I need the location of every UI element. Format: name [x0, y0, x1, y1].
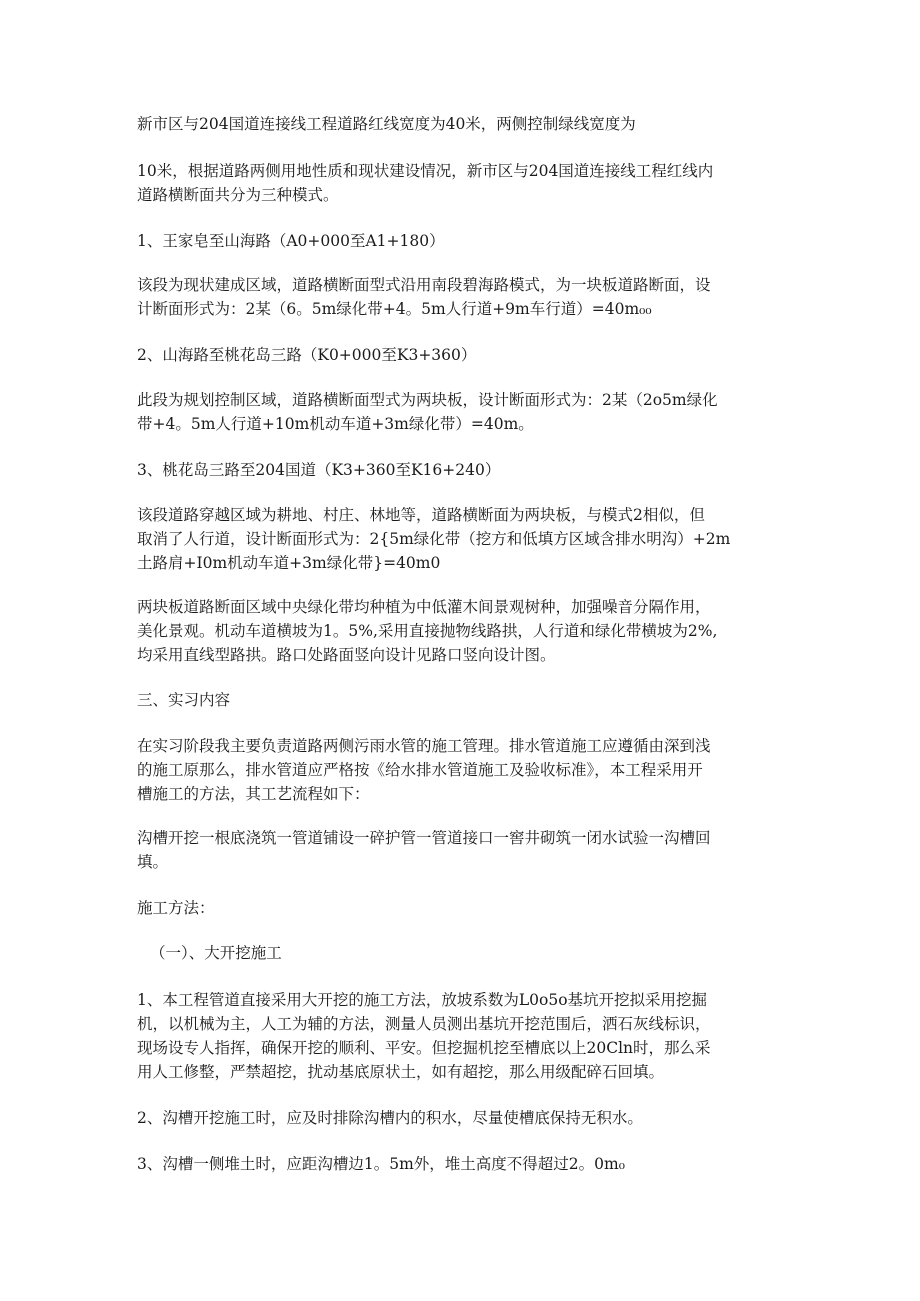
- text-line: 新市区与204国道连接线工程道路红线宽度为40米，两侧控制绿线宽度为: [137, 115, 636, 133]
- text-line: 2、沟槽开挖施工时，应及时排除沟槽内的积水，尽量使槽底保持无积水。: [137, 1109, 643, 1127]
- text-line: 10米，根据道路两侧用地性质和现状建设情况，新市区与204国道连接线工程红线内: [137, 162, 714, 180]
- paragraph: [137, 1106, 777, 1130]
- paragraph: [137, 343, 777, 367]
- text-line: 取消了人行道，设计断面形式为：2{5m绿化带（挖方和低填方区域含排水明沟）+2m: [137, 530, 731, 548]
- text-line: 2、山海路至桃花岛三路（K0+000至K3+360）: [137, 346, 477, 364]
- text-line: 机，以机械为主，人工为辅的方法，测量人员测出基坑开挖范围后，洒石灰线标识，: [137, 1015, 711, 1033]
- subsection-heading: [150, 941, 790, 965]
- paragraph: [137, 112, 777, 136]
- text-line: 填。: [137, 853, 169, 871]
- paragraph: [137, 1152, 777, 1176]
- text-line: （一）、大开挖施工: [150, 944, 282, 962]
- text-line: 槽施工的方法，其工艺流程如下：: [137, 785, 370, 803]
- text-line: 1、本工程管道直接采用大开挖的施工方法，放坡系数为L0o5o基坑开挖拟采用挖掘: [137, 991, 708, 1009]
- paragraph: [137, 988, 777, 1084]
- text-line: 计断面形式为：2某（6。5m绿化带+4。5m人行道+9m车行道）=40m₀₀: [137, 300, 652, 318]
- paragraph: [137, 595, 777, 667]
- text-line: 施工方法：: [137, 899, 215, 917]
- paragraph: [137, 388, 777, 436]
- text-line: 3、沟槽一侧堆土时，应距沟槽边1。5m外，堆土高度不得超过2。0m₀: [137, 1155, 625, 1173]
- paragraph: [137, 273, 777, 321]
- text-line: 用人工修整，严禁超挖，扰动基底原状土，如有超挖，那么用级配碎石回填。: [137, 1063, 665, 1081]
- text-line: 道路横断面共分为三种模式。: [137, 186, 339, 204]
- text-line: 三、实习内容: [137, 691, 231, 709]
- section-heading: [137, 688, 777, 712]
- text-line: 现场设专人指挥，确保开挖的顺利、平安。但挖掘机挖至槽底以上20Cln时，那么采: [137, 1039, 711, 1057]
- text-line: 美化景观。机动车道横坡为1。5%,采用直接抛物线路拱，人行道和绿化带横坡为2%,: [137, 622, 718, 640]
- text-line: 带+4。5m人行道+10m机动车道+3m绿化带）=40m。: [137, 415, 534, 433]
- text-line: 在实习阶段我主要负责道路两侧污雨水管的施工管理。排水管道施工应遵循由深到浅: [137, 737, 711, 755]
- paragraph: [137, 734, 777, 806]
- paragraph: [137, 826, 777, 874]
- text-line: 的施工原那么，排水管道应严格按《给水排水管道施工及验收标准》，本工程采用开: [137, 761, 703, 779]
- text-line: 均采用直线型路拱。路口处路面竖向设计见路口竖向设计图。: [137, 646, 556, 664]
- text-line: 此段为规划控制区域，道路横断面型式为两块板，设计断面形式为：2某（2o5m绿化: [137, 391, 718, 409]
- paragraph: [137, 229, 777, 253]
- text-line: 两块板道路断面区域中央绿化带均种植为中低灌木间景观树种，加强噪音分隔作用，: [137, 598, 711, 616]
- paragraph: [137, 458, 777, 482]
- text-line: 1、王家皂至山海路（A0+000至A1+180）: [137, 232, 445, 250]
- paragraph: [137, 896, 777, 920]
- text-line: 该段为现状建成区域，道路横断面型式沿用南段碧海路模式，为一块板道路断面，设: [137, 276, 711, 294]
- paragraph: [137, 503, 777, 575]
- text-line: 土路肩+I0m机动车道+3m绿化带}=40m0: [137, 554, 441, 572]
- text-line: 3、桃花岛三路至204国道（K3+360至K16+240）: [137, 461, 501, 479]
- text-line: 沟槽开挖一根底浇筑一管道铺设一碎护管一管道接口一窖井砌筑一闭水试验一沟槽回: [137, 829, 711, 847]
- text-line: 该段道路穿越区域为耕地、村庄、林地等，道路横断面为两块板，与模式2相似，但: [137, 506, 705, 524]
- paragraph: [137, 159, 777, 207]
